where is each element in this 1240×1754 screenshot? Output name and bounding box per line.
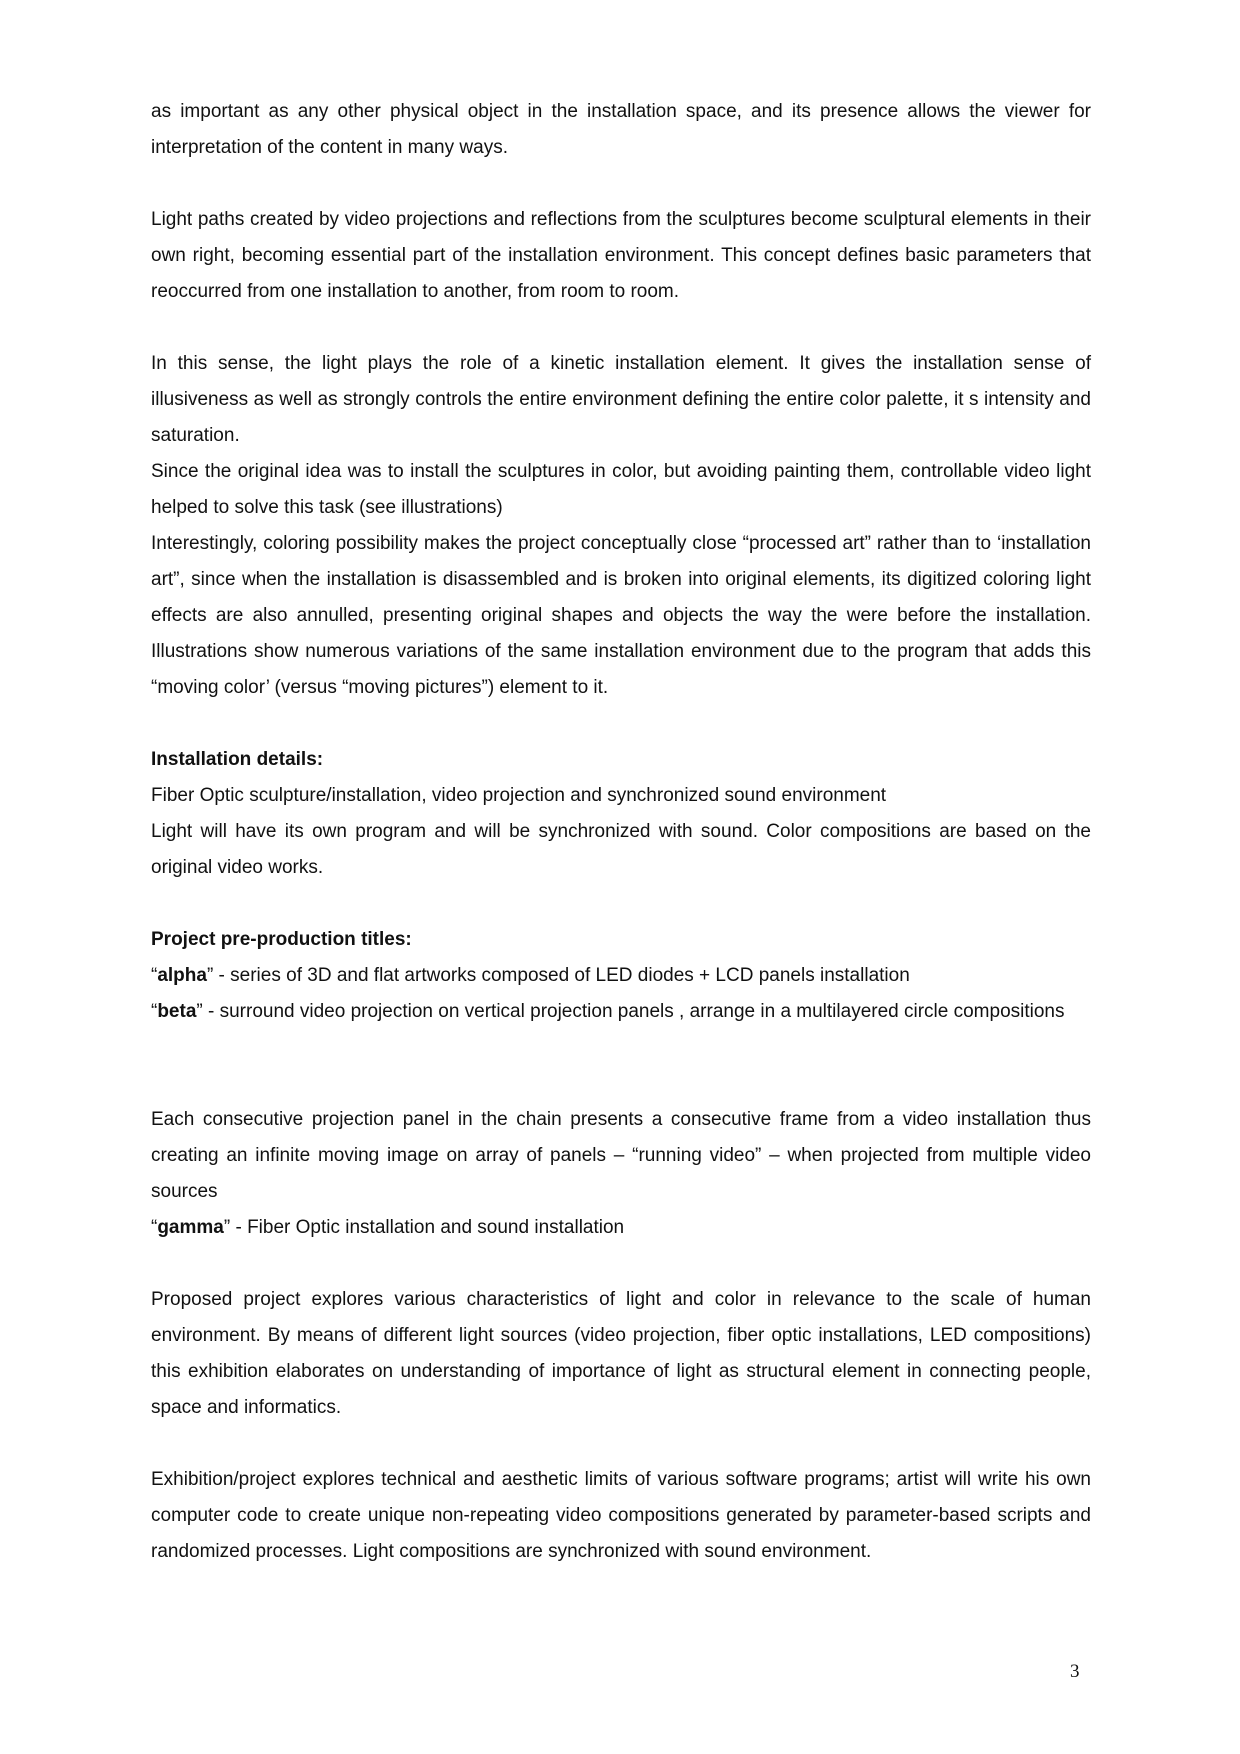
title-alpha-quote: “ (151, 965, 158, 986)
title-alpha-name: alpha (157, 965, 207, 986)
title-gamma-name: gamma (157, 1217, 224, 1238)
paragraph-projection-chain: Each consecutive projection panel in the chain presents a consecutive frame from a video installation thus creating an infinite moving image on array of panels – “running video” – when projected from multiple video sources (151, 1109, 1091, 1202)
paragraph-software-limits: Exhibition/project explores technical and aesthetic limits of various software programs; artist will write his own computer code to create unique non-repeating video compositions generated by parameter-based scripts and randomized processes. Light compositions are synchronized with sound environment. (151, 1469, 1091, 1562)
paragraph-proposed-project: Proposed project explores various characteristics of light and color in relevance to the scale of human environment. By means of different light sources (video projection, fiber optic installations, LED compositions) this exhibition elaborates on understanding of importance of light as structural element in connecting people, space and informatics. (151, 1289, 1091, 1418)
title-gamma-quote: “ (151, 1217, 158, 1238)
spacer (151, 166, 1091, 202)
title-alpha-description: ” - series of 3D and flat artworks composed of LED diodes + LCD panels installation (206, 965, 910, 986)
pre-production-titles-heading: Project pre-production titles: (151, 929, 412, 950)
spacer (151, 1030, 1091, 1102)
spacer (151, 1246, 1091, 1282)
title-gamma-description: ” - Fiber Optic installation and sound installation (223, 1217, 625, 1238)
title-beta-name: beta (157, 1001, 197, 1022)
paragraph-light-presence: as important as any other physical object in the installation space, and its presence allows the viewer for interpretation of the content in many ways. (151, 101, 1091, 158)
document-page (151, 94, 1091, 1570)
installation-details-heading: Installation details: (151, 749, 324, 770)
paragraph-processed-art: Interestingly, coloring possibility makes the project conceptually close “processed art” rather than to ‘installation art”, since when the installation is disassembled and is broken into original elements, its digitized coloring light effects are also annulled, presenting original shapes and objects the way the were before the installation. Illustrations show numerous variations of the same installation environment due to the program that adds this “moving color’ (versus “moving pictures”) element to it. (151, 533, 1091, 698)
spacer (151, 310, 1091, 346)
paragraph-kinetic-element: In this sense, the light plays the role of a kinetic installation element. It gives the installation sense of illusiveness as well as strongly controls the entire environment defining the entire color palette, it s intensity and saturation. (151, 353, 1091, 446)
installation-details-line-2: Light will have its own program and will be synchronized with sound. Color compositions are based on the original video works. (151, 821, 1091, 878)
title-beta-description: ” - surround video projection on vertical projection panels , arrange in a multilayered circle compositions (196, 1001, 1065, 1022)
paragraph-light-paths: Light paths created by video projections and reflections from the sculptures become sculptural elements in their own right, becoming essential part of the installation environment. This concept defines basic parameters that reoccurred from one installation to another, from room to room. (151, 209, 1091, 302)
paragraph-original-idea: Since the original idea was to install the sculptures in color, but avoiding painting them, controllable video light helped to solve this task (see illustrations) (151, 461, 1091, 518)
title-gamma (151, 1210, 1091, 1246)
spacer (151, 886, 1091, 922)
spacer (151, 706, 1091, 742)
page-number: 3 (1070, 1661, 1080, 1682)
installation-details-line-1: Fiber Optic sculpture/installation, video projection and synchronized sound environment (151, 785, 887, 806)
title-beta (151, 994, 1091, 1030)
spacer (151, 1426, 1091, 1462)
title-beta-quote: “ (151, 1001, 158, 1022)
title-alpha (151, 958, 1091, 994)
